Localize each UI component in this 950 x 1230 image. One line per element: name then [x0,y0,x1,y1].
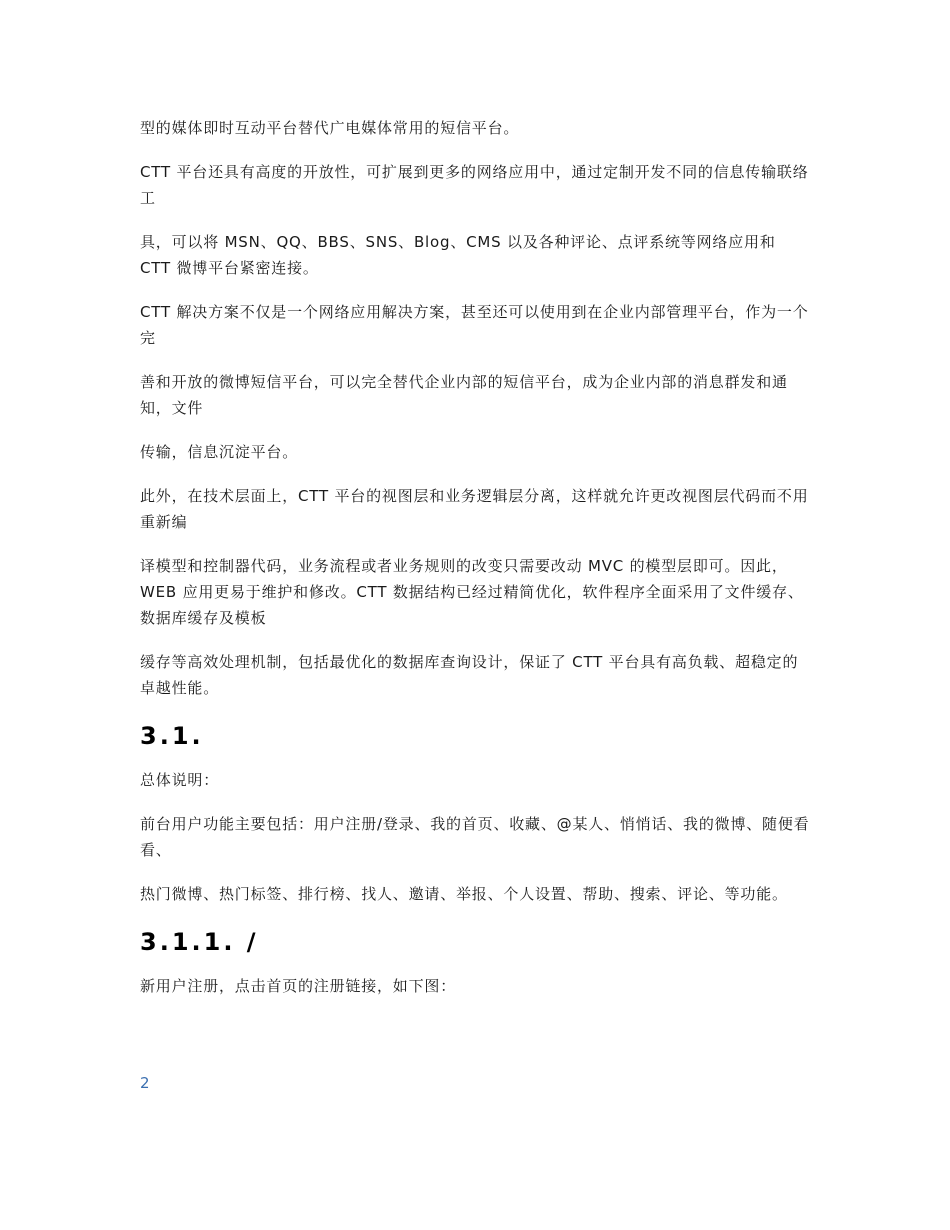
paragraph: 传输，信息沉淀平台。 [140,443,299,461]
paragraph: 热门微博、热门标签、排行榜、找人、邀请、举报、个人设置、帮助、搜索、评论、等功能。 [140,885,788,903]
document-body [140,115,810,1017]
paragraph: 此外，在技术层面上，CTT 平台的视图层和业务逻辑层分离，这样就允许更改视图层代码而不用重新编 [140,487,809,531]
paragraph: 新用户注册，点击首页的注册链接，如下图： [140,977,457,995]
paragraph: 缓存等高效处理机制，包括最优化的数据库查询设计，保证了 CTT 平台具有高负载、超稳定的卓越性能。 [140,653,799,697]
page-number: 2 [140,1074,150,1092]
paragraph: 译模型和控制器代码，业务流程或者业务规则的改变只需要改动 MVC 的模型层即可。因此，WEB 应用更易于维护和修改。CTT 数据结构已经过精简优化，软件程序全面采用了文件缓存、数据库缓存及模板 [140,557,804,627]
paragraph: 具，可以将 MSN、QQ、BBS、SNS、Blog、CMS 以及各种评论、点评系统等网络应用和 CTT 微博平台紧密连接。 [140,233,776,277]
paragraph: 总体说明： [140,771,220,789]
section-heading-3-1-1: 3.1.1. / [140,928,259,956]
paragraph: 善和开放的微博短信平台，可以完全替代企业内部的短信平台，成为企业内部的消息群发和通知，文件 [140,373,788,417]
paragraph: CTT 解决方案不仅是一个网络应用解决方案，甚至还可以使用到在企业内部管理平台，作为一个完 [140,303,809,347]
section-heading-3-1: 3.1. [140,722,204,750]
paragraph: 前台用户功能主要包括：用户注册/登录、我的首页、收藏、@某人、悄悄话、我的微博、随便看看、 [140,815,810,859]
paragraph: 型的媒体即时互动平台替代广电媒体常用的短信平台。 [140,119,520,137]
paragraph: CTT 平台还具有高度的开放性，可扩展到更多的网络应用中，通过定制开发不同的信息传输联络工 [140,163,809,207]
